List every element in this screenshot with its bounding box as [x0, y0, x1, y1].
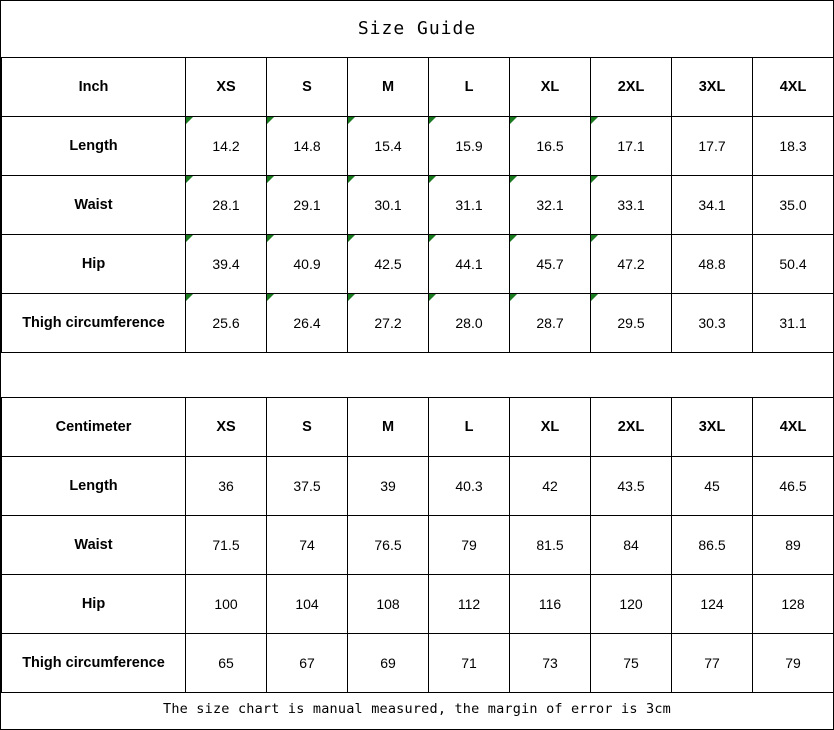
table-row: [2, 176, 834, 235]
row-header: Length: [2, 117, 186, 176]
table-cell: 40.9: [267, 235, 348, 294]
row-header: Thigh circumference: [2, 634, 186, 693]
table-cell: 37.5: [267, 457, 348, 516]
table-cell: 30.1: [348, 176, 429, 235]
table-cell: 42.5: [348, 235, 429, 294]
table-cell: 65: [186, 634, 267, 693]
table-row: [2, 58, 834, 117]
row-header: Waist: [2, 516, 186, 575]
table-cell: 29.1: [267, 176, 348, 235]
table-cell: 14.2: [186, 117, 267, 176]
table-cell: 79: [429, 516, 510, 575]
table-row: [2, 294, 834, 353]
table-cell: 14.8: [267, 117, 348, 176]
unit-label-inch: Inch: [2, 58, 186, 117]
table-cell: 45.7: [510, 235, 591, 294]
table-cell: 86.5: [672, 516, 753, 575]
table-cell: 84: [591, 516, 672, 575]
table-row: [2, 634, 834, 693]
row-header: Waist: [2, 176, 186, 235]
table-cell: 128: [753, 575, 834, 634]
table-cell: 39: [348, 457, 429, 516]
table-cell: 31.1: [753, 294, 834, 353]
column-header: M: [348, 398, 429, 457]
table-cell: 36: [186, 457, 267, 516]
table-row: [2, 235, 834, 294]
table-cell: 75: [591, 634, 672, 693]
column-header: XS: [186, 398, 267, 457]
page-title: Size Guide: [357, 18, 477, 39]
table-cell: 31.1: [429, 176, 510, 235]
table-cell: 69: [348, 634, 429, 693]
table-cell: 71: [429, 634, 510, 693]
table-cell: 40.3: [429, 457, 510, 516]
table-cell: 26.4: [267, 294, 348, 353]
table-cell: 45: [672, 457, 753, 516]
table-cell: 39.4: [186, 235, 267, 294]
row-header: Thigh circumference: [2, 294, 186, 353]
table-cell: 18.3: [753, 117, 834, 176]
table-cell: 120: [591, 575, 672, 634]
table-divider: [1, 353, 833, 397]
table-cell: 17.7: [672, 117, 753, 176]
table-cell: 124: [672, 575, 753, 634]
table-cell: 50.4: [753, 235, 834, 294]
table-row: [2, 398, 834, 457]
size-table-inch: [1, 57, 834, 353]
table-cell: 81.5: [510, 516, 591, 575]
table-cell: 33.1: [591, 176, 672, 235]
table-cell: 29.5: [591, 294, 672, 353]
table-cell: 77: [672, 634, 753, 693]
column-header: L: [429, 58, 510, 117]
table-cell: 30.3: [672, 294, 753, 353]
table-row: [2, 117, 834, 176]
table-cell: 46.5: [753, 457, 834, 516]
row-header: Length: [2, 457, 186, 516]
table-cell: 34.1: [672, 176, 753, 235]
row-header: Hip: [2, 235, 186, 294]
column-header: 3XL: [672, 398, 753, 457]
measurement-footnote: The size chart is manual measured, the margin of error is 3cm: [163, 701, 671, 717]
table-cell: 32.1: [510, 176, 591, 235]
column-header: S: [267, 58, 348, 117]
table-cell: 112: [429, 575, 510, 634]
column-header: 2XL: [591, 398, 672, 457]
table-cell: 28.0: [429, 294, 510, 353]
table-cell: 108: [348, 575, 429, 634]
row-header: Hip: [2, 575, 186, 634]
column-header: 4XL: [753, 398, 834, 457]
column-header: XS: [186, 58, 267, 117]
column-header: 3XL: [672, 58, 753, 117]
table-cell: 17.1: [591, 117, 672, 176]
table-cell: 28.7: [510, 294, 591, 353]
column-header: 4XL: [753, 58, 834, 117]
table-cell: 71.5: [186, 516, 267, 575]
column-header: XL: [510, 58, 591, 117]
table-row: [2, 575, 834, 634]
table-cell: 67: [267, 634, 348, 693]
table-cell: 43.5: [591, 457, 672, 516]
table-cell: 104: [267, 575, 348, 634]
table-cell: 16.5: [510, 117, 591, 176]
column-header: 2XL: [591, 58, 672, 117]
table-cell: 76.5: [348, 516, 429, 575]
table-cell: 27.2: [348, 294, 429, 353]
unit-label-centimeter: Centimeter: [2, 398, 186, 457]
table-cell: 25.6: [186, 294, 267, 353]
table-cell: 47.2: [591, 235, 672, 294]
size-table-centimeter: [1, 397, 834, 693]
table-cell: 15.9: [429, 117, 510, 176]
column-header: M: [348, 58, 429, 117]
table-cell: 73: [510, 634, 591, 693]
column-header: L: [429, 398, 510, 457]
table-cell: 15.4: [348, 117, 429, 176]
column-header: S: [267, 398, 348, 457]
table-row: [2, 516, 834, 575]
table-cell: 35.0: [753, 176, 834, 235]
table-cell: 100: [186, 575, 267, 634]
table-row: [2, 457, 834, 516]
table-cell: 48.8: [672, 235, 753, 294]
table-cell: 42: [510, 457, 591, 516]
table-cell: 79: [753, 634, 834, 693]
table-cell: 116: [510, 575, 591, 634]
table-cell: 44.1: [429, 235, 510, 294]
table-cell: 74: [267, 516, 348, 575]
table-cell: 89: [753, 516, 834, 575]
column-header: XL: [510, 398, 591, 457]
table-cell: 28.1: [186, 176, 267, 235]
